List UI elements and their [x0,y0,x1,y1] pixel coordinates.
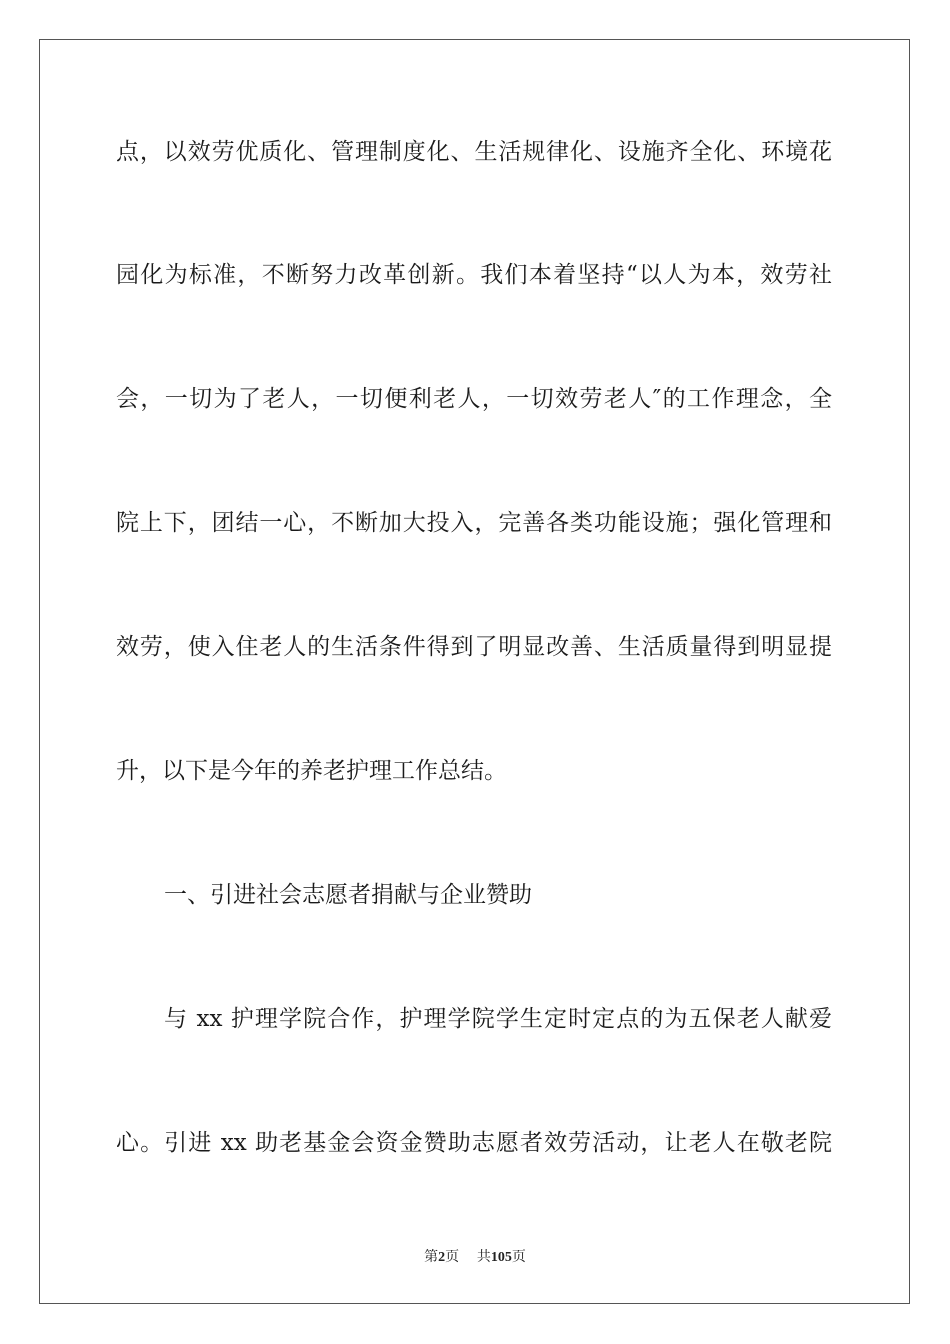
total-pages: 105 [490,1250,512,1265]
body-text-line: 升，以下是今年的养老护理工作总结。 [116,758,507,784]
page-unit: 页 [445,1249,460,1265]
body-text-line: 点，以效劳优质化、管理制度化、生活规律化、设施齐全化、环境花 [116,139,832,165]
body-text-line: 与 xx 护理学院合作，护理学院学生定时定点的为五保老人献爱 [164,1006,832,1032]
page-prefix: 第 [424,1249,439,1265]
page-border [39,39,910,1304]
total-unit: 页 [511,1249,526,1265]
total-prefix: 共 [476,1249,491,1265]
body-text-line: 效劳，使入住老人的生活条件得到了明显改善、生活质量得到明显提 [116,634,832,660]
body-text-line: 园化为标准，不断努力改革创新。我们本着坚持“以人为本，效劳社 [116,262,832,288]
page-number: 2 [438,1250,446,1265]
body-text-line: 会，一切为了老人，一切便利老人，一切效劳老人″的工作理念，全 [116,386,832,412]
body-text-line: 院上下，团结一心，不断加大投入，完善各类功能设施；强化管理和 [116,510,832,536]
body-text-line: 心。引进 xx 助老基金会资金赞助志愿者效劳活动，让老人在敬老院 [116,1130,832,1156]
page-footer [0,1248,950,1267]
section-heading: 一、引进社会志愿者捐献与企业赞助 [164,882,532,908]
